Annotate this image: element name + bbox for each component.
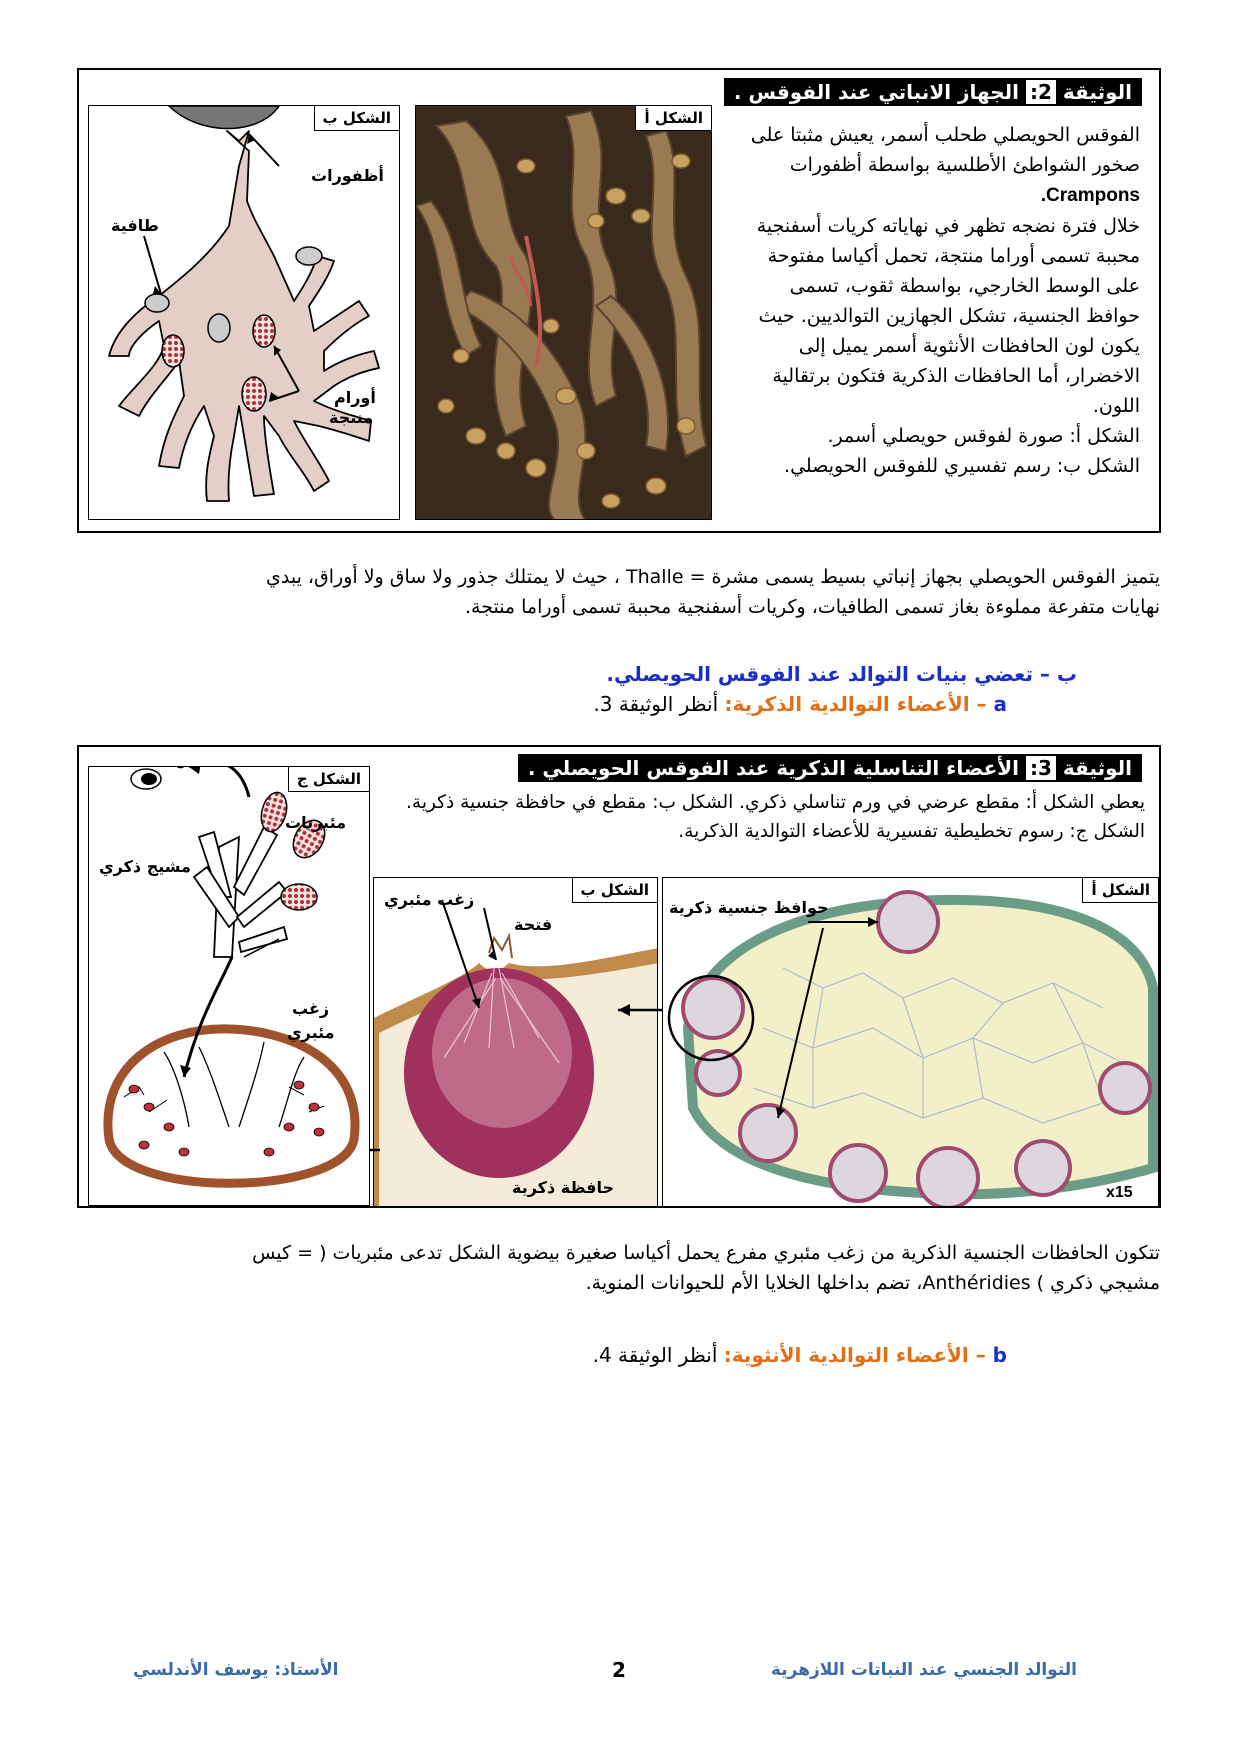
doc3-fig-a-label: الشكل أ <box>1082 878 1158 903</box>
doc3-fig-b-label: الشكل ب <box>572 878 657 903</box>
para1 <box>85 562 1160 622</box>
fucus-photo <box>416 106 712 520</box>
label-magnification: x15 <box>1106 1184 1133 1201</box>
doc2-fig-a-label: الشكل أ <box>635 106 711 131</box>
para2-line1: تتكون الحافظات الجنسية الذكرية من زغب مئبري مفرع يحمل أكياسا صغيرة بيضوية الشكل تدعى مئبريات ( = كيس <box>252 1242 1160 1264</box>
doc2-fig-a <box>415 105 712 520</box>
label-holdfast: أظفورات <box>311 166 384 185</box>
para1-line1: يتميز الفوقس الحويصلي بجهاز إنباتي بسيط يسمى مشرة = Thalle ، حيث لا يمتلك جذور ولا ساق ولا أوراق، يبدي <box>265 566 1160 588</box>
label-receptacle-2: منتجة <box>329 408 374 427</box>
male-gamete-icon <box>114 766 194 807</box>
label-float: طافية <box>111 216 159 235</box>
doc3-title-num: 3: <box>1026 756 1056 780</box>
para2 <box>85 1238 1160 1298</box>
doc2-fig-b <box>88 105 400 520</box>
label-male-conceptacle: حافظة ذكرية <box>512 1178 615 1197</box>
doc2-text <box>730 120 1140 481</box>
label-receptacle-1: أورام <box>334 388 376 407</box>
doc2-title <box>724 78 1142 106</box>
section-b2-dash: – <box>968 1343 993 1367</box>
doc3-title-prefix: الوثيقة <box>1055 756 1132 780</box>
label-hair-2: مئبري <box>287 1023 335 1042</box>
footer-page-number: 2 <box>612 1658 626 1682</box>
label-male-gamete: مشيج ذكري <box>99 857 191 876</box>
doc2-title-prefix: الوثيقة <box>1055 80 1132 104</box>
doc2-p1-text: الفوقس الحويصلي طحلب أسمر، يعيش مثبتا على صخور الشواطئ الأطلسية بواسطة أظفورات <box>750 124 1140 176</box>
doc3-desc: يعطي الشكل أ: مقطع عرضي في ورم تناسلي ذكري. الشكل ب: مقطع في حافظة جنسية ذكرية. الشكل ج: رسوم تخطيطية تفسيرية للأعضاء التوالدية الذكرية. <box>406 792 1145 842</box>
section-b2-title <box>593 1343 1007 1367</box>
doc2-p1 <box>730 120 1140 211</box>
section-a-letter: a <box>993 692 1007 716</box>
section-b-title: ب – تعضي بنيات التوالد عند الفوقس الحويصلي. <box>606 662 1077 686</box>
para1-line2: نهايات متفرعة مملوءة بغاز تسمى الطافيات، وكريات أسفنجية محببة تسمى أوراما منتجة. <box>464 596 1160 618</box>
section-a-title <box>593 692 1007 716</box>
label-antheridia: مئبريات <box>285 813 347 832</box>
section-a-heading: الأعضاء التوالدية الذكرية: <box>724 692 970 716</box>
doc2-title-num: 2: <box>1026 80 1056 104</box>
label-opening: فتحة <box>514 915 553 934</box>
doc3-fig-c-label: الشكل ج <box>288 767 369 792</box>
doc2-p4: الشكل ب: رسم تفسيري للفوقس الحويصلي. <box>784 455 1140 477</box>
label-hair-1: زغب <box>292 999 330 1018</box>
doc3-fig-a <box>662 877 1159 1207</box>
label-male-conceptacles: حوافظ جنسية ذكرية <box>669 898 829 917</box>
section-b2-letter: b <box>992 1343 1007 1367</box>
footer-course-title: التوالد الجنسي عند النباتات اللازهرية <box>770 1660 1077 1680</box>
section-b2-rest: أنظر الوثيقة 4. <box>592 1343 724 1367</box>
doc2-fig-b-label: الشكل ب <box>314 106 399 131</box>
doc3-fig-c <box>88 766 370 1206</box>
label-paraphysis: زغب مئبري <box>384 890 475 909</box>
doc2-p1-bold: Crampons. <box>1040 185 1140 206</box>
section-b2-heading: الأعضاء التوالدية الأنثوية: <box>723 1343 969 1367</box>
doc3-title-rest: الأعضاء التناسلية الذكرية عند الفوقس الحويصلي . <box>527 756 1026 780</box>
antheridia-schematic <box>89 767 370 1206</box>
doc2-title-rest: الجهاز الانباتي عند الفوقس . <box>733 80 1026 104</box>
doc2-p2: خلال فترة نضجه تظهر في نهاياته كريات أسفنجية محببة تسمى أوراما منتجة، تحمل أكياسا مفتوحة على الوسط الخارجي، بواسطة ثقوب، تسمى حوافظ الجنسية، تشكل الجهازين التوالديين. حيث يكون لون الحافظات الأنثوية أسمر يميل إلى الاخضرار، أما الحافظات الذكرية فتكون برتقالية اللون. <box>756 215 1140 417</box>
section-a-dash: – <box>969 692 994 716</box>
para2-line2: مشيجي ذكري ) Anthéridies، تضم بداخلها الخلايا الأم للحيوانات المنوية. <box>585 1272 1160 1294</box>
doc2-p3: الشكل أ: صورة لفوقس حويصلي أسمر. <box>827 425 1140 447</box>
doc3-title <box>518 754 1142 782</box>
conceptacle-section-photo <box>663 878 1159 1207</box>
section-a-rest: أنظر الوثيقة 3. <box>593 692 725 716</box>
footer-teacher: الأستاذ: يوسف الأندلسي <box>133 1660 339 1680</box>
